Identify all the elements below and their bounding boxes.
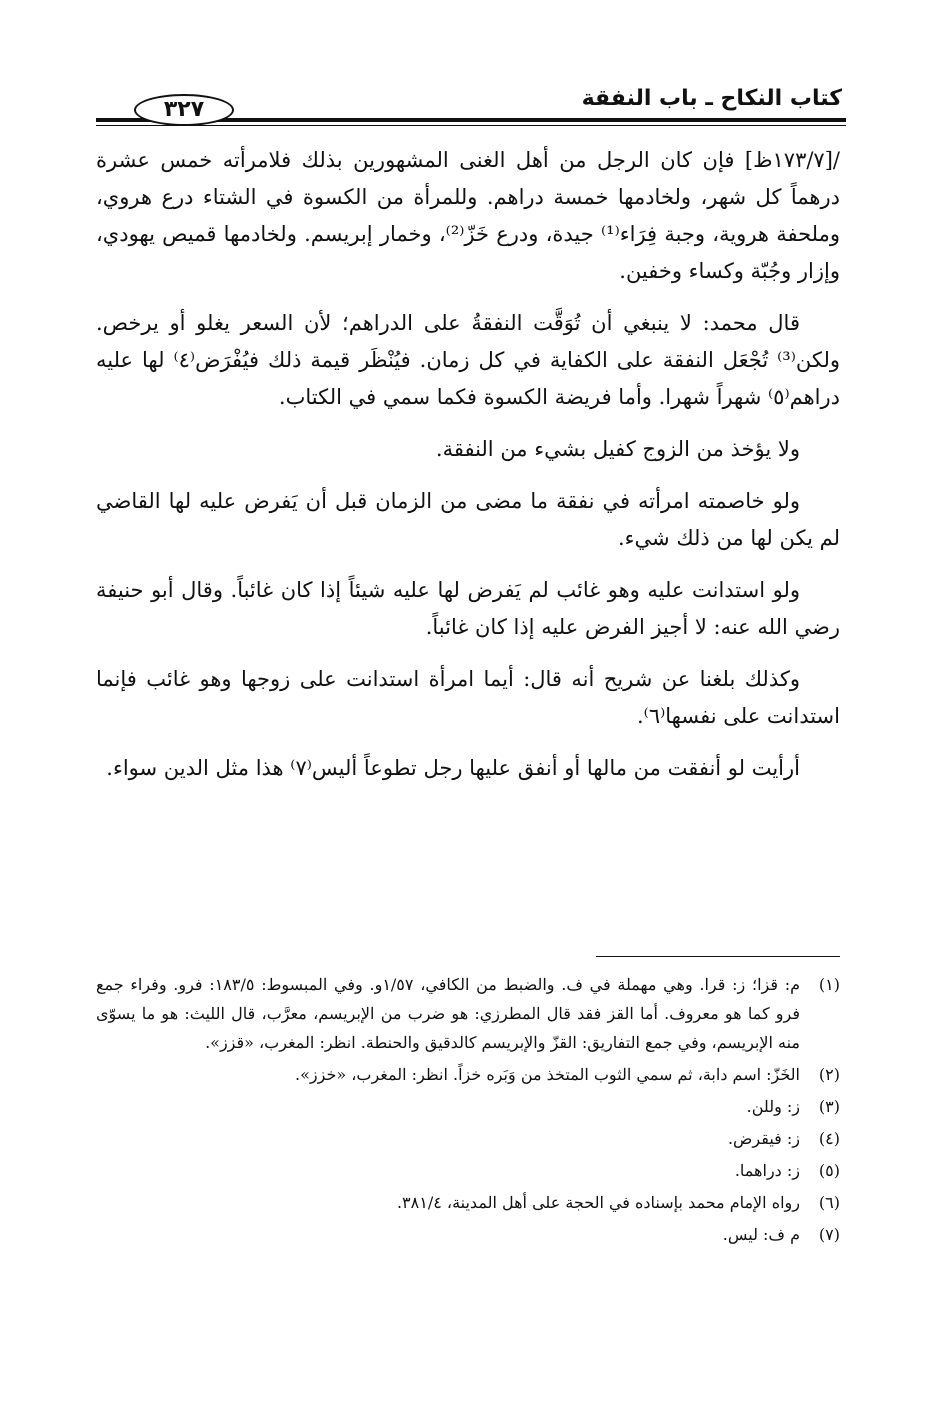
footnote-separator	[596, 956, 840, 957]
footnote-number: (٥)	[818, 1161, 840, 1180]
footnote-text: ز: وللن.	[746, 1097, 800, 1116]
footnote-number: (٧)	[818, 1225, 840, 1244]
footnote-number: (٢)	[818, 1065, 840, 1084]
footnote-text: م: قزا؛ ز: قرا. وهي مهملة في ف. والضبط من الكافي، ١/٥٧و. وفي المبسوط: ١٨٣/٥: فرو. وفراء جمع فرو كما هو معروف. أما القز فقد قال المطرزي: هو ضرب من الإبريسم، معرَّب، قال الليث: هو ما يسوّى منه الإبريسم، وفي جمع التفاريق: القزّ والإبريسم كالدقيق والحنطة. انظر: المغرب، «قزز».	[96, 975, 801, 1052]
paragraph: ولا يؤخذ من الزوج كفيل بشيء من النفقة.	[435, 437, 800, 461]
footnote	[96, 1060, 840, 1089]
page-number: ٣٢٧	[134, 94, 234, 126]
page-header	[96, 78, 846, 128]
footnote-text: ز: فيقرض.	[727, 1129, 800, 1148]
paragraph: ولو استدانت عليه وهو غائب لم يَفرض لها عليه شيئاً إذا كان غائباً. وقال أبو حنيفة رضي الله عنه: لا أجيز الفرض عليه إذا كان غائباً.	[96, 578, 840, 639]
footnote-text: ز: دراهما.	[734, 1161, 800, 1180]
footnote-number: (٤)	[818, 1129, 840, 1148]
footnote-text: رواه الإمام محمد بإسناده في الحجة على أهل المدينة، ٣٨١/٤.	[396, 1193, 800, 1212]
footnote-number: (١)	[818, 975, 840, 994]
paragraph: ولو خاصمته امرأته في نفقة ما مضى من الزمان قبل أن يَفرض عليه لها القاضي لم يكن لها من ذلك شيء.	[96, 489, 840, 550]
paragraph: أرأيت لو أنفقت من مالها أو أنفق عليها رجل تطوعاً أليس⁽٧⁾ هذا مثل الدين سواء.	[106, 756, 800, 780]
footnote-number: (٣)	[818, 1097, 840, 1116]
footnote-text: الخَزّ: اسم دابة، ثم سمي الثوب المتخذ من وَبَره خزاً. انظر: المغرب، «خزز».	[295, 1065, 800, 1084]
paragraph: قال محمد: لا ينبغي أن تُوَقَّت النفقةُ على الدراهم؛ لأن السعر يغلو أو يرخص. ولكن⁽³⁾ تُجْعَل النفقة على الكفاية في كل زمان. فيُنْظَر قيمة ذلك فيُفْرَض⁽٤⁾ لها عليه دراهم⁽٥⁾ شهراً شهرا. وأما فريضة الكسوة فكما سمي في الكتاب.	[96, 311, 840, 409]
running-title: كتاب النكاح ـ باب النفقة	[581, 86, 842, 111]
paragraph: /[١٧٣/٧ظ] فإن كان الرجل من أهل الغنى المشهورين بذلك فلامرأته خمس عشرة درهماً كل شهر، ولخادمها خمسة دراهم. وللمرأة من الكسوة في الشتاء درع هروي، وملحفة هروية، وجبة فِرَاء⁽¹⁾ جيدة، ودرع خَزّ⁽²⁾، وخمار إبريسم. ولخادمها قميص يهودي، وإزار وجُبّة وكساء وخفين.	[96, 148, 841, 283]
footnotes	[96, 970, 840, 1252]
footnote-number: (٦)	[818, 1193, 840, 1212]
footnote	[96, 1156, 840, 1185]
footnote	[96, 1092, 840, 1121]
footnote	[96, 970, 840, 1057]
footnote	[96, 1220, 840, 1249]
paragraph: وكذلك بلغنا عن شريح أنه قال: أيما امرأة استدانت على زوجها وهو غائب فإنما استدانت على نفسها⁽٦⁾.	[96, 667, 840, 728]
footnote	[96, 1188, 840, 1217]
header-rule-thin	[96, 125, 846, 126]
footnote-text: م ف: ليس.	[722, 1225, 800, 1244]
footnote	[96, 1124, 840, 1153]
main-text	[96, 142, 840, 802]
